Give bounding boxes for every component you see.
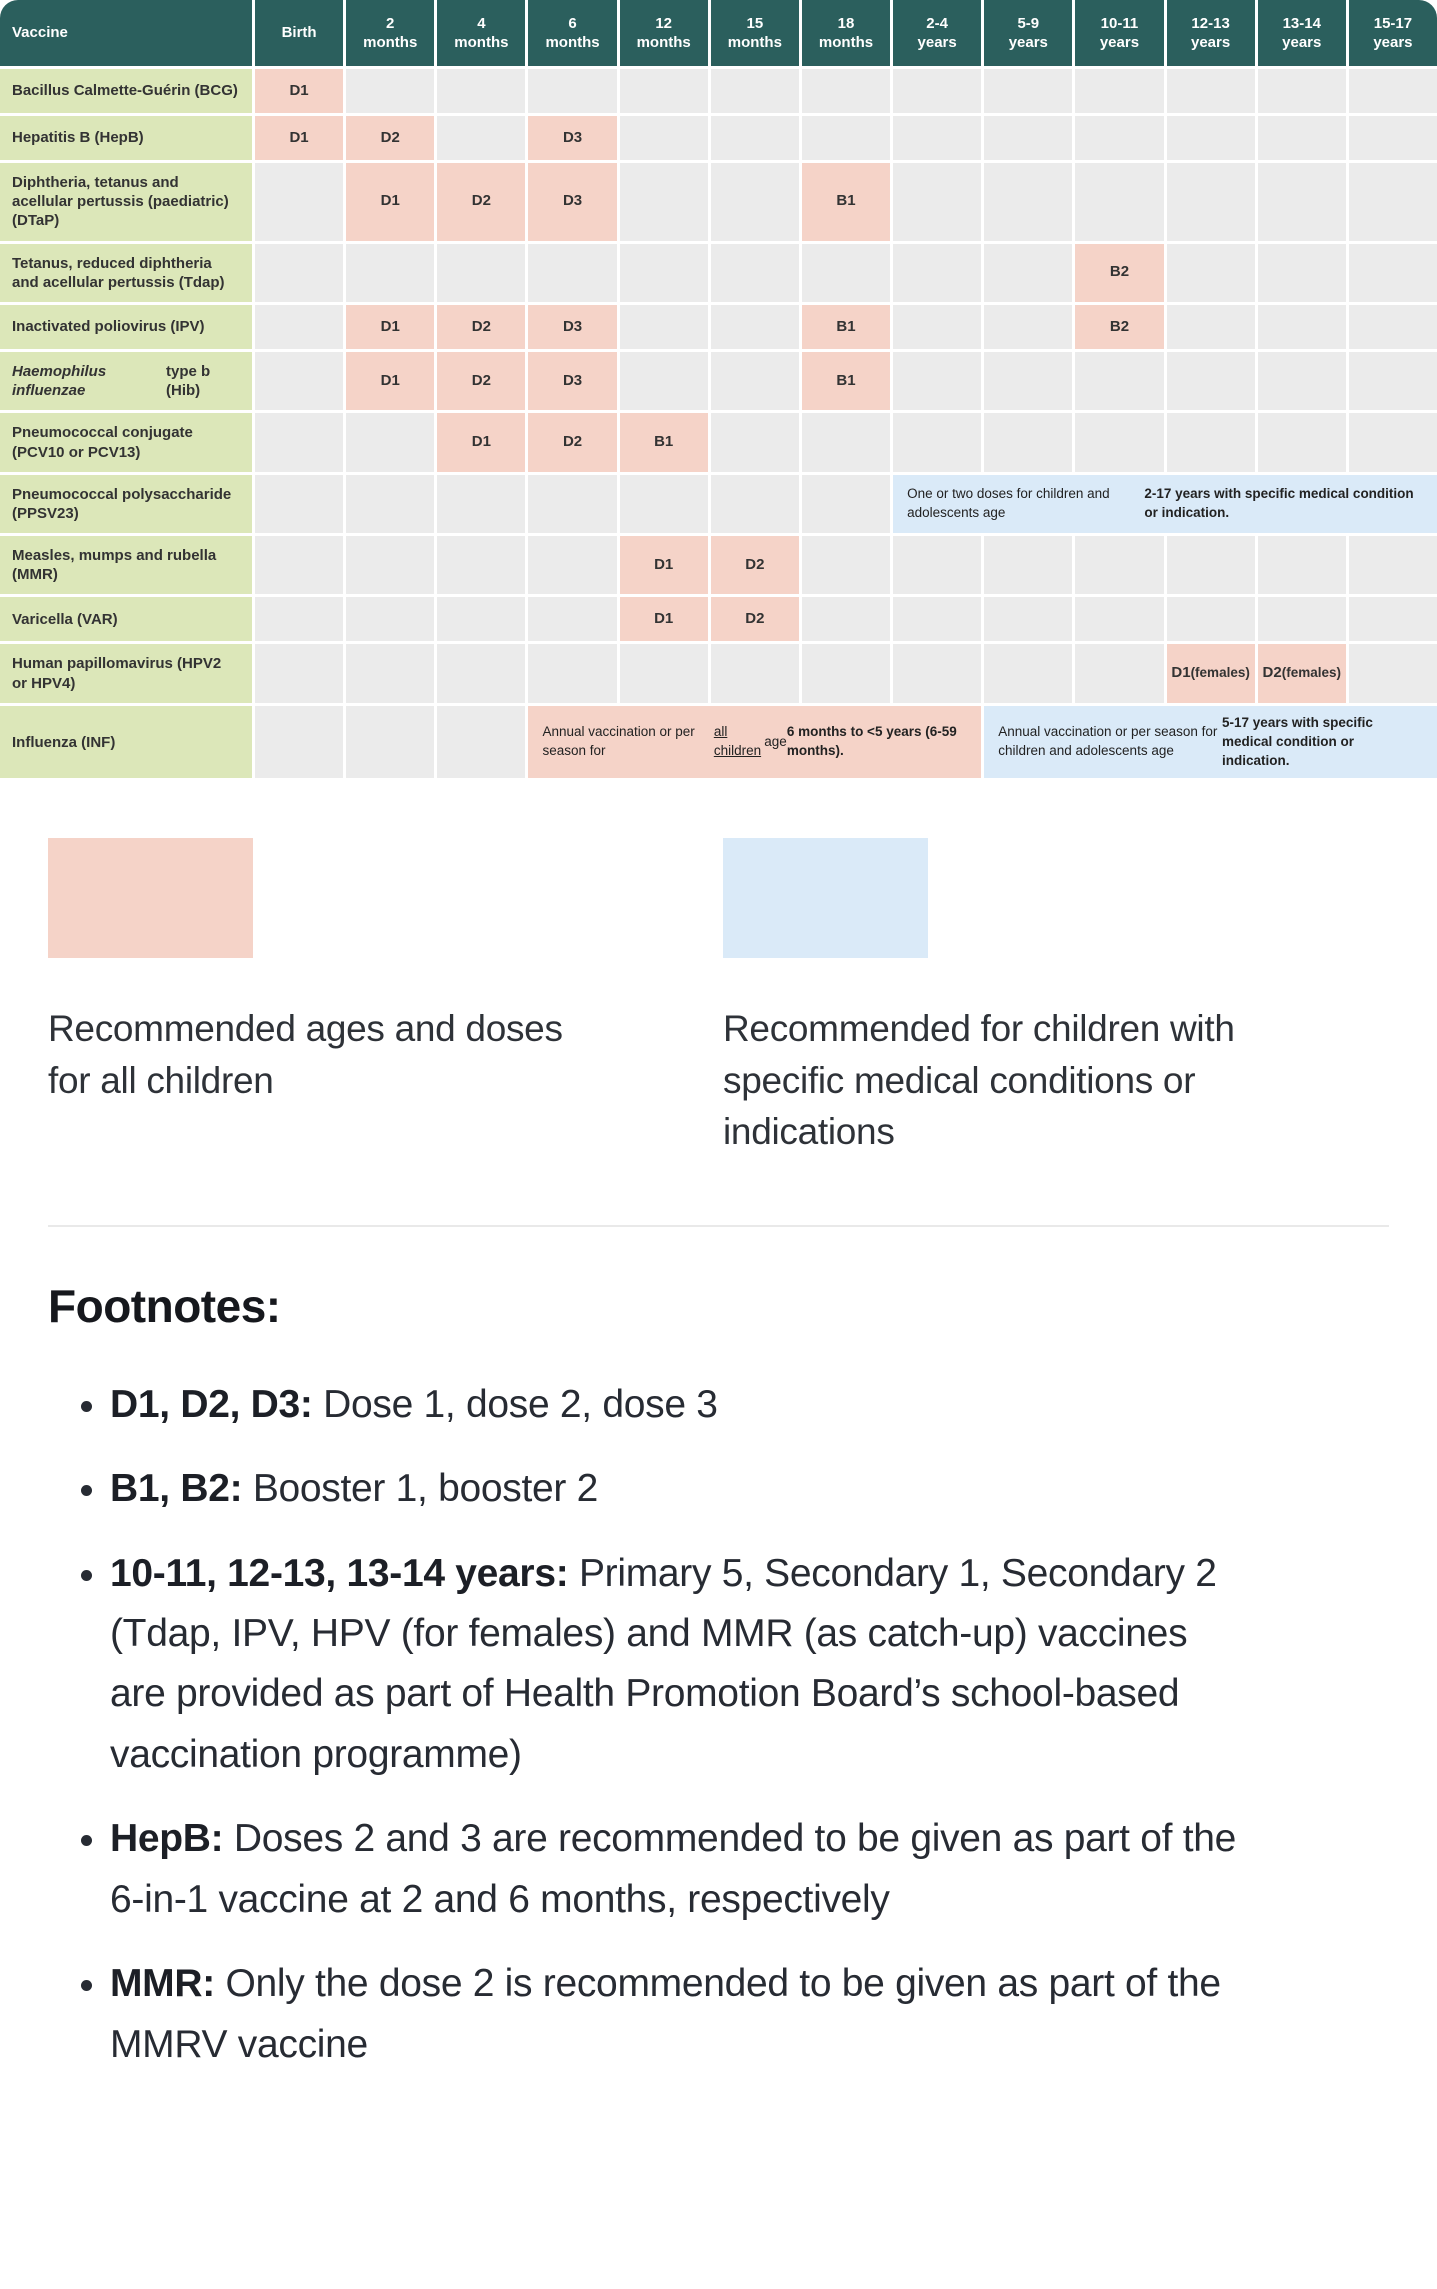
empty-cell bbox=[528, 475, 616, 533]
vaccine-name-cell: Hepatitis B (HepB) bbox=[0, 116, 252, 160]
empty-cell bbox=[1349, 244, 1437, 302]
empty-cell bbox=[620, 352, 708, 410]
age-column-header: 15-17 years bbox=[1349, 0, 1437, 66]
footnote-lead: B1, B2: bbox=[110, 1467, 243, 1511]
dose-cell: D1 bbox=[346, 352, 434, 410]
empty-cell bbox=[1075, 352, 1163, 410]
empty-cell bbox=[255, 536, 343, 594]
footnote-item bbox=[110, 1459, 1240, 1519]
note-cell: Annual vaccination or per season for children and adolescents age 5-17 years with specific medical condition or indication. bbox=[984, 706, 1437, 779]
empty-cell bbox=[528, 244, 616, 302]
dose-cell: D2 bbox=[528, 413, 616, 471]
empty-cell bbox=[255, 244, 343, 302]
empty-cell bbox=[802, 475, 890, 533]
age-column-header: 18 months bbox=[802, 0, 890, 66]
age-column-header: 2 months bbox=[346, 0, 434, 66]
empty-cell bbox=[1258, 163, 1346, 241]
dose-cell: D3 bbox=[528, 305, 616, 349]
age-column-header: 5-9 years bbox=[984, 0, 1072, 66]
empty-cell bbox=[1349, 163, 1437, 241]
empty-cell bbox=[1258, 597, 1346, 641]
empty-cell bbox=[255, 352, 343, 410]
empty-cell bbox=[1075, 644, 1163, 702]
vaccine-name-cell: Haemophilus influenzae type b (Hib) bbox=[0, 352, 252, 410]
empty-cell bbox=[1075, 597, 1163, 641]
dose-cell: D1 bbox=[346, 305, 434, 349]
vaccine-name-cell: Influenza (INF) bbox=[0, 706, 252, 779]
empty-cell bbox=[346, 536, 434, 594]
empty-cell bbox=[1349, 536, 1437, 594]
empty-cell bbox=[1167, 536, 1255, 594]
empty-cell bbox=[711, 116, 799, 160]
empty-cell bbox=[1349, 69, 1437, 113]
empty-cell bbox=[437, 69, 525, 113]
empty-cell bbox=[255, 706, 343, 779]
empty-cell bbox=[1349, 644, 1437, 702]
dose-cell: D2 bbox=[711, 536, 799, 594]
footnote-lead: 10-11, 12-13, 13-14 years: bbox=[110, 1551, 569, 1595]
legend-item bbox=[48, 838, 573, 1156]
empty-cell bbox=[620, 305, 708, 349]
empty-cell bbox=[255, 475, 343, 533]
dose-cell: D2 bbox=[437, 352, 525, 410]
empty-cell bbox=[893, 597, 981, 641]
vaccine-name-cell: Human papillomavirus (HPV2 or HPV4) bbox=[0, 644, 252, 702]
empty-cell bbox=[255, 597, 343, 641]
vaccine-name-cell: Diphtheria, tetanus and acellular pertussis (paediatric) (DTaP) bbox=[0, 163, 252, 241]
empty-cell bbox=[893, 305, 981, 349]
empty-cell bbox=[711, 644, 799, 702]
empty-cell bbox=[1167, 244, 1255, 302]
section-divider bbox=[48, 1225, 1389, 1227]
vaccine-name-cell: Pneumococcal conjugate (PCV10 or PCV13) bbox=[0, 413, 252, 471]
empty-cell bbox=[802, 69, 890, 113]
empty-cell bbox=[893, 352, 981, 410]
empty-cell bbox=[1167, 116, 1255, 160]
empty-cell bbox=[437, 475, 525, 533]
empty-cell bbox=[1258, 413, 1346, 471]
empty-cell bbox=[346, 644, 434, 702]
dose-cell: B2 bbox=[1075, 305, 1163, 349]
pink-legend-swatch bbox=[48, 838, 253, 958]
age-column-header: 15 months bbox=[711, 0, 799, 66]
dose-cell: D2 bbox=[437, 305, 525, 349]
age-column-header: 12-13 years bbox=[1167, 0, 1255, 66]
empty-cell bbox=[802, 244, 890, 302]
empty-cell bbox=[893, 644, 981, 702]
empty-cell bbox=[893, 116, 981, 160]
vaccine-name-cell: Pneumococcal polysaccharide (PPSV23) bbox=[0, 475, 252, 533]
empty-cell bbox=[984, 644, 1072, 702]
empty-cell bbox=[1258, 536, 1346, 594]
empty-cell bbox=[1349, 597, 1437, 641]
empty-cell bbox=[984, 597, 1072, 641]
empty-cell bbox=[711, 305, 799, 349]
vaccine-name-cell: Inactivated poliovirus (IPV) bbox=[0, 305, 252, 349]
empty-cell bbox=[893, 536, 981, 594]
dose-cell: D3 bbox=[528, 352, 616, 410]
dose-cell: B1 bbox=[802, 163, 890, 241]
empty-cell bbox=[711, 163, 799, 241]
age-column-header: 4 months bbox=[437, 0, 525, 66]
empty-cell bbox=[437, 116, 525, 160]
empty-cell bbox=[711, 244, 799, 302]
empty-cell bbox=[1349, 352, 1437, 410]
empty-cell bbox=[1075, 69, 1163, 113]
empty-cell bbox=[893, 413, 981, 471]
empty-cell bbox=[346, 597, 434, 641]
note-cell: Annual vaccination or per season for all children age 6 months to <5 years (6-59 months). bbox=[528, 706, 981, 779]
dose-cell: D1 bbox=[346, 163, 434, 241]
dose-cell: D1 bbox=[255, 69, 343, 113]
empty-cell bbox=[528, 69, 616, 113]
dose-cell: B1 bbox=[802, 352, 890, 410]
dose-cell: D2 bbox=[711, 597, 799, 641]
empty-cell bbox=[1258, 116, 1346, 160]
column-header-vaccine: Vaccine bbox=[0, 0, 252, 66]
empty-cell bbox=[984, 413, 1072, 471]
empty-cell bbox=[620, 116, 708, 160]
dose-cell: B1 bbox=[620, 413, 708, 471]
dose-cell: D2 bbox=[346, 116, 434, 160]
empty-cell bbox=[1349, 305, 1437, 349]
empty-cell bbox=[346, 475, 434, 533]
empty-cell bbox=[255, 644, 343, 702]
footnote-item bbox=[110, 1809, 1240, 1930]
legend bbox=[48, 838, 1389, 1156]
empty-cell bbox=[620, 163, 708, 241]
dose-cell: D3 bbox=[528, 116, 616, 160]
age-column-header: 2-4 years bbox=[893, 0, 981, 66]
empty-cell bbox=[984, 244, 1072, 302]
empty-cell bbox=[620, 244, 708, 302]
empty-cell bbox=[984, 116, 1072, 160]
dose-cell: D1 bbox=[620, 597, 708, 641]
empty-cell bbox=[620, 69, 708, 113]
legend-caption: Recommended ages and doses for all children bbox=[48, 1008, 563, 1101]
empty-cell bbox=[346, 244, 434, 302]
footnote-item bbox=[110, 1954, 1240, 2075]
empty-cell bbox=[1258, 352, 1346, 410]
vaccine-name-cell: Measles, mumps and rubella (MMR) bbox=[0, 536, 252, 594]
legend-caption: Recommended for children with specific medical conditions or indications bbox=[723, 1008, 1235, 1152]
empty-cell bbox=[893, 163, 981, 241]
footnote-lead: MMR: bbox=[110, 1962, 215, 2006]
empty-cell bbox=[1075, 116, 1163, 160]
empty-cell bbox=[437, 644, 525, 702]
dose-cell: D3 bbox=[528, 163, 616, 241]
dose-cell: D1 bbox=[255, 116, 343, 160]
empty-cell bbox=[437, 536, 525, 594]
empty-cell bbox=[802, 413, 890, 471]
empty-cell bbox=[1167, 413, 1255, 471]
empty-cell bbox=[711, 475, 799, 533]
empty-cell bbox=[802, 597, 890, 641]
dose-cell: D1 bbox=[620, 536, 708, 594]
empty-cell bbox=[802, 536, 890, 594]
vaccination-schedule-table bbox=[0, 0, 1437, 778]
footnote-text: Booster 1, booster 2 bbox=[242, 1467, 599, 1511]
dose-cell: D1 bbox=[437, 413, 525, 471]
empty-cell bbox=[1075, 163, 1163, 241]
empty-cell bbox=[893, 69, 981, 113]
footnote-text: Doses 2 and 3 are recommended to be given as part of the 6-in-1 vaccine at 2 and 6 months, respectively bbox=[110, 1817, 1237, 1921]
empty-cell bbox=[437, 706, 525, 779]
footnotes-section bbox=[48, 1279, 1389, 2209]
empty-cell bbox=[1349, 116, 1437, 160]
empty-cell bbox=[711, 69, 799, 113]
empty-cell bbox=[1075, 536, 1163, 594]
age-column-header: Birth bbox=[255, 0, 343, 66]
empty-cell bbox=[528, 536, 616, 594]
blue-legend-swatch bbox=[723, 838, 928, 958]
empty-cell bbox=[437, 244, 525, 302]
note-cell: One or two doses for children and adolescents age 2-17 years with specific medical condition or indication. bbox=[893, 475, 1437, 533]
empty-cell bbox=[620, 475, 708, 533]
empty-cell bbox=[346, 413, 434, 471]
empty-cell bbox=[711, 352, 799, 410]
dose-cell: B1 bbox=[802, 305, 890, 349]
empty-cell bbox=[1167, 597, 1255, 641]
footnote-text: Only the dose 2 is recommended to be given as part of the MMRV vaccine bbox=[110, 1962, 1221, 2066]
footnote-item bbox=[110, 1544, 1240, 1786]
vaccine-name-cell: Tetanus, reduced diphtheria and acellular pertussis (Tdap) bbox=[0, 244, 252, 302]
empty-cell bbox=[1167, 305, 1255, 349]
empty-cell bbox=[346, 69, 434, 113]
empty-cell bbox=[984, 536, 1072, 594]
footnote-text: Dose 1, dose 2, dose 3 bbox=[312, 1382, 718, 1426]
dose-cell: D2 bbox=[437, 163, 525, 241]
empty-cell bbox=[984, 69, 1072, 113]
dose-cell: D2 (females) bbox=[1258, 644, 1346, 702]
empty-cell bbox=[984, 163, 1072, 241]
empty-cell bbox=[1258, 69, 1346, 113]
empty-cell bbox=[620, 644, 708, 702]
empty-cell bbox=[1349, 413, 1437, 471]
empty-cell bbox=[255, 305, 343, 349]
footnote-lead: HepB: bbox=[110, 1817, 224, 1861]
footnotes-heading: Footnotes: bbox=[48, 1279, 281, 1332]
empty-cell bbox=[984, 352, 1072, 410]
legend-item bbox=[723, 838, 1308, 1156]
empty-cell bbox=[1258, 305, 1346, 349]
age-column-header: 12 months bbox=[620, 0, 708, 66]
empty-cell bbox=[437, 597, 525, 641]
dose-cell: B2 bbox=[1075, 244, 1163, 302]
empty-cell bbox=[346, 706, 434, 779]
empty-cell bbox=[528, 597, 616, 641]
empty-cell bbox=[711, 413, 799, 471]
empty-cell bbox=[1075, 413, 1163, 471]
empty-cell bbox=[255, 163, 343, 241]
empty-cell bbox=[802, 116, 890, 160]
empty-cell bbox=[1167, 163, 1255, 241]
footnote-lead: D1, D2, D3: bbox=[110, 1382, 313, 1426]
empty-cell bbox=[1167, 69, 1255, 113]
age-column-header: 6 months bbox=[528, 0, 616, 66]
empty-cell bbox=[1167, 352, 1255, 410]
vaccine-name-cell: Bacillus Calmette-Guérin (BCG) bbox=[0, 69, 252, 113]
empty-cell bbox=[1258, 244, 1346, 302]
age-column-header: 13-14 years bbox=[1258, 0, 1346, 66]
empty-cell bbox=[255, 413, 343, 471]
empty-cell bbox=[528, 644, 616, 702]
empty-cell bbox=[802, 644, 890, 702]
age-column-header: 10-11 years bbox=[1075, 0, 1163, 66]
footnote-item bbox=[110, 1375, 1240, 1435]
footnote-text: Primary 5, Secondary 1, Secondary 2 (Tdap, IPV, HPV (for females) and MMR (as catch-up) vaccines are provided as part of Health Promotion Board’s school-based vaccination programme) bbox=[110, 1551, 1217, 1776]
empty-cell bbox=[984, 305, 1072, 349]
footnotes-list bbox=[48, 1375, 1389, 2075]
dose-cell: D1 (females) bbox=[1167, 644, 1255, 702]
vaccine-name-cell: Varicella (VAR) bbox=[0, 597, 252, 641]
empty-cell bbox=[893, 244, 981, 302]
